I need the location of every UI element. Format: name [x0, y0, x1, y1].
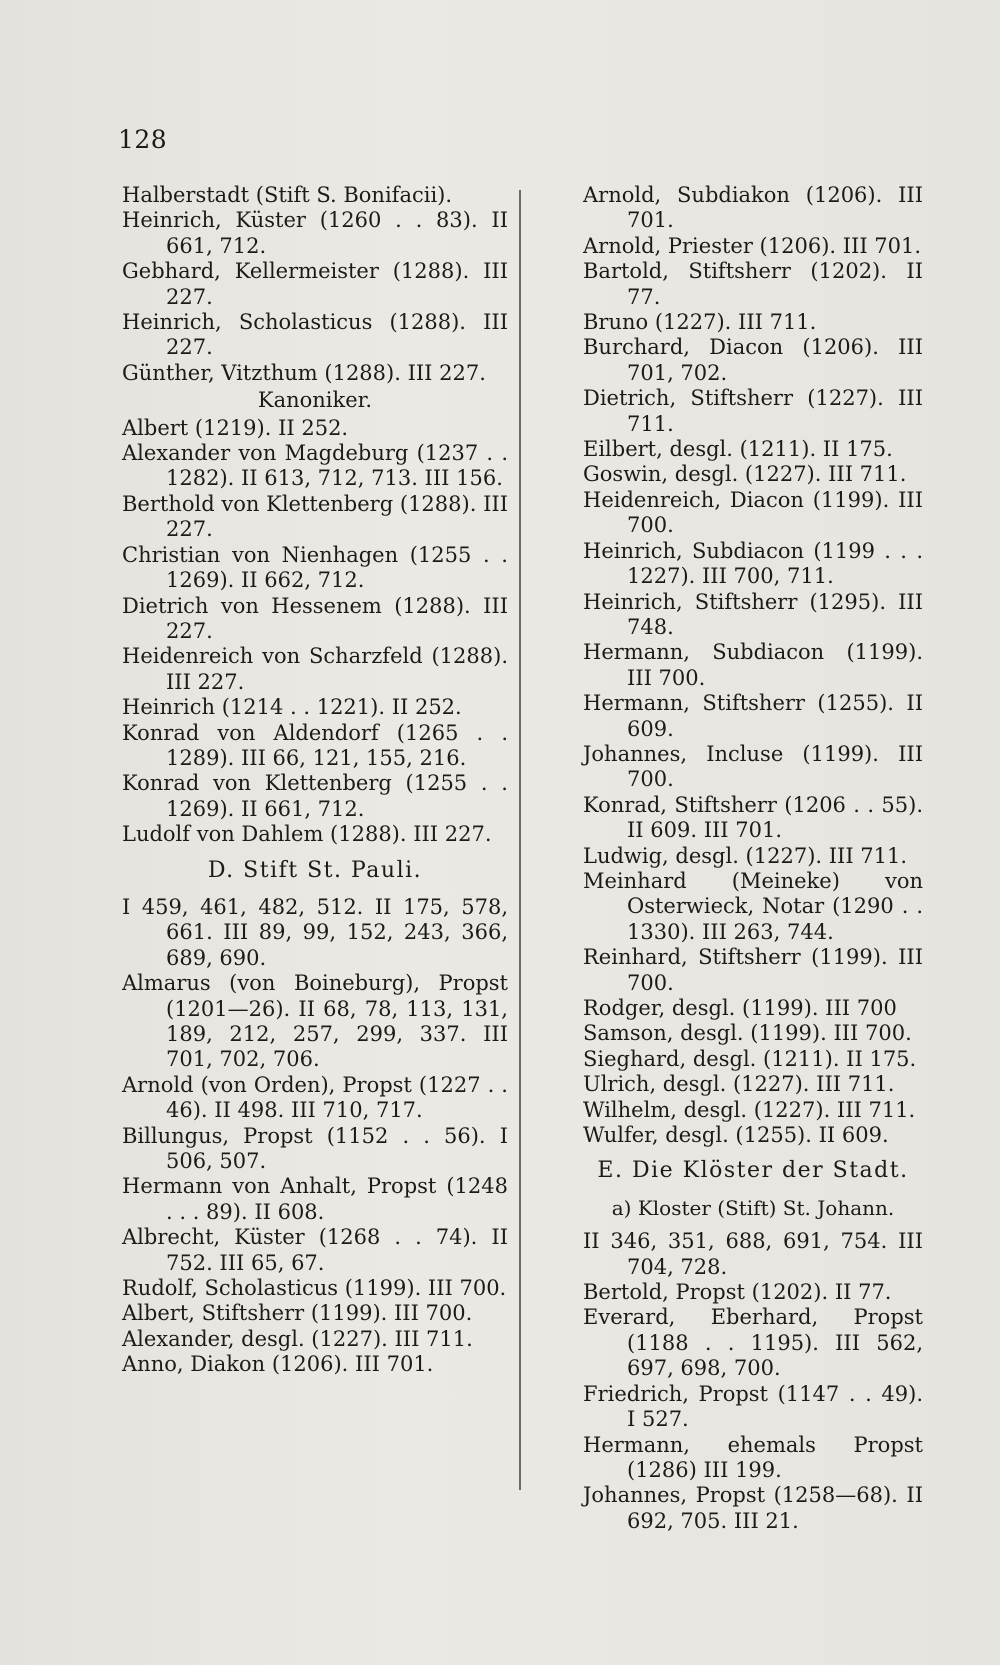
- right-index-entry: Heinrich, Subdiacon (1199 . . . 1227). III 700, 711.: [583, 538, 923, 589]
- left-index-entry: Arnold (von Orden), Propst (1227 . . 46). II 498. III 710, 717.: [122, 1072, 508, 1123]
- left-index-entry: Albrecht, Küster (1268 . . 74). II 752. III 65, 67.: [122, 1225, 508, 1275]
- right-index-entry: Arnold, Subdiakon (1206). III 701.: [583, 183, 923, 233]
- left-index-entry: Gebhard, Kellermeister (1288). III 227.: [122, 259, 508, 309]
- column-divider: [519, 190, 521, 1490]
- right-subsection-heading: a) Kloster (Stift) St. Johann.: [611, 1195, 895, 1220]
- left-index-entry: Heinrich, Scholasticus (1288). III 227.: [122, 310, 508, 360]
- right-index-entry: Wilhelm, desgl. (1227). III 711.: [583, 1097, 916, 1122]
- left-index-entry: Albert, Stiftsherr (1199). III 700.: [122, 1301, 473, 1326]
- left-index-entry: Rudolf, Scholasticus (1199). III 700.: [122, 1276, 507, 1301]
- right-index-entry: Hermann, Stiftsherr (1255). II 609.: [583, 691, 923, 741]
- right-index-entry: Dietrich, Stiftsherr (1227). III 711.: [583, 386, 923, 436]
- right-index-entry: Samson, desgl. (1199). III 700.: [583, 1021, 912, 1046]
- left-index-entry: Berthold von Klettenberg (1288). III 227.: [122, 491, 508, 542]
- right-index-entry: Sieghard, desgl. (1211). II 175.: [583, 1046, 917, 1071]
- page-number: 128: [118, 125, 168, 154]
- left-section-heading: D. Stift St. Pauli.: [207, 857, 423, 883]
- left-subheading: Kanoniker.: [257, 388, 373, 413]
- right-index-entry: Everard, Eberhard, Propst (1188 . . 1195). III 562, 697, 698, 700.: [583, 1305, 923, 1381]
- left-index-entry: Christian von Nienhagen (1255 . . 1269). II 662, 712.: [122, 542, 508, 593]
- right-index-entry: Wulfer, desgl. (1255). II 609.: [583, 1123, 889, 1148]
- left-column: [122, 183, 508, 1378]
- right-index-entry: Eilbert, desgl. (1211). II 175.: [583, 437, 893, 462]
- right-index-entry: Heinrich, Stiftsherr (1295). III 748.: [583, 589, 923, 639]
- right-index-entry: Meinhard (Meineke) von Osterwieck, Notar (1290 . . 1330). III 263, 744.: [583, 868, 923, 944]
- left-index-entry: Almarus (von Boineburg), Propst (1201—26). II 68, 78, 113, 131, 189, 212, 257, 299, 337. III 701, 702, 706.: [122, 971, 508, 1072]
- right-index-entry: Heidenreich, Diacon (1199). III 700.: [583, 487, 923, 538]
- left-index-entry: Albert (1219). II 252.: [122, 415, 349, 440]
- right-index-entry: Burchard, Diacon (1206). III 701, 702.: [583, 335, 923, 385]
- right-index-entry: Ulrich, desgl. (1227). III 711.: [583, 1072, 895, 1097]
- right-index-entry: Johannes, Incluse (1199). III 700.: [583, 741, 923, 792]
- left-index-entry: Heidenreich von Scharzfeld (1288). III 227.: [122, 644, 508, 694]
- right-index-entry: Friedrich, Propst (1147 . . 49). I 527.: [583, 1381, 923, 1432]
- right-index-entry: Arnold, Priester (1206). III 701.: [583, 233, 922, 258]
- left-index-entry: Dietrich von Hessenem (1288). III 227.: [122, 593, 508, 643]
- right-index-entry: Rodger, desgl. (1199). III 700: [583, 996, 897, 1020]
- left-index-entry: Halberstadt (Stift S. Bonifacii).: [122, 183, 453, 207]
- right-index-entry: Ludwig, desgl. (1227). III 711.: [583, 843, 908, 868]
- right-index-entry: Bartold, Stiftsherr (1202). II 77.: [583, 259, 923, 309]
- left-index-entry: Heinrich (1214 . . 1221). II 252.: [122, 695, 462, 720]
- right-index-entry: Bertold, Propst (1202). II 77.: [583, 1280, 892, 1305]
- right-index-entry: Bruno (1227). III 711.: [583, 310, 817, 335]
- left-index-entry: Hermann von Anhalt, Propst (1248 . . . 89). II 608.: [122, 1174, 508, 1224]
- right-section-heading: E. Die Klöster der Stadt.: [597, 1158, 909, 1184]
- left-index-entry: Anno, Diakon (1206). III 701.: [122, 1352, 434, 1377]
- left-index-entry: Konrad von Klettenberg (1255 . . 1269). II 661, 712.: [122, 771, 508, 821]
- right-index-entry: Konrad, Stiftsherr (1206 . . 55). II 609. III 701.: [583, 792, 923, 843]
- right-index-entry: Reinhard, Stiftsherr (1199). III 700.: [583, 945, 923, 995]
- right-index-entry: II 346, 351, 688, 691, 754. III 704, 728.: [583, 1229, 923, 1279]
- left-index-entry: Ludolf von Dahlem (1288). III 227.: [122, 822, 492, 847]
- left-index-entry: I 459, 461, 482, 512. II 175, 578, 661. III 89, 99, 152, 243, 366, 689, 690.: [122, 894, 508, 970]
- left-index-entry: Alexander von Magdeburg (1237 . . 1282). II 613, 712, 713. III 156.: [122, 441, 508, 491]
- right-index-entry: Hermann, Subdiacon (1199). III 700.: [583, 640, 923, 690]
- right-column: [583, 183, 923, 1534]
- right-index-entry: Johannes, Propst (1258—68). II 692, 705. III 21.: [583, 1483, 923, 1533]
- right-index-entry: Hermann, ehemals Propst (1286) III 199.: [583, 1432, 923, 1482]
- left-index-entry: Billungus, Propst (1152 . . 56). I 506, 507.: [122, 1123, 508, 1174]
- left-index-entry: Alexander, desgl. (1227). III 711.: [122, 1326, 473, 1351]
- left-index-entry: Günther, Vitzthum (1288). III 227.: [122, 360, 486, 385]
- left-index-entry: Konrad von Aldendorf (1265 . . 1289). III 66, 121, 155, 216.: [122, 720, 508, 770]
- right-index-entry: Goswin, desgl. (1227). III 711.: [583, 462, 907, 487]
- left-index-entry: Heinrich, Küster (1260 . . 83). II 661, 712.: [122, 208, 508, 258]
